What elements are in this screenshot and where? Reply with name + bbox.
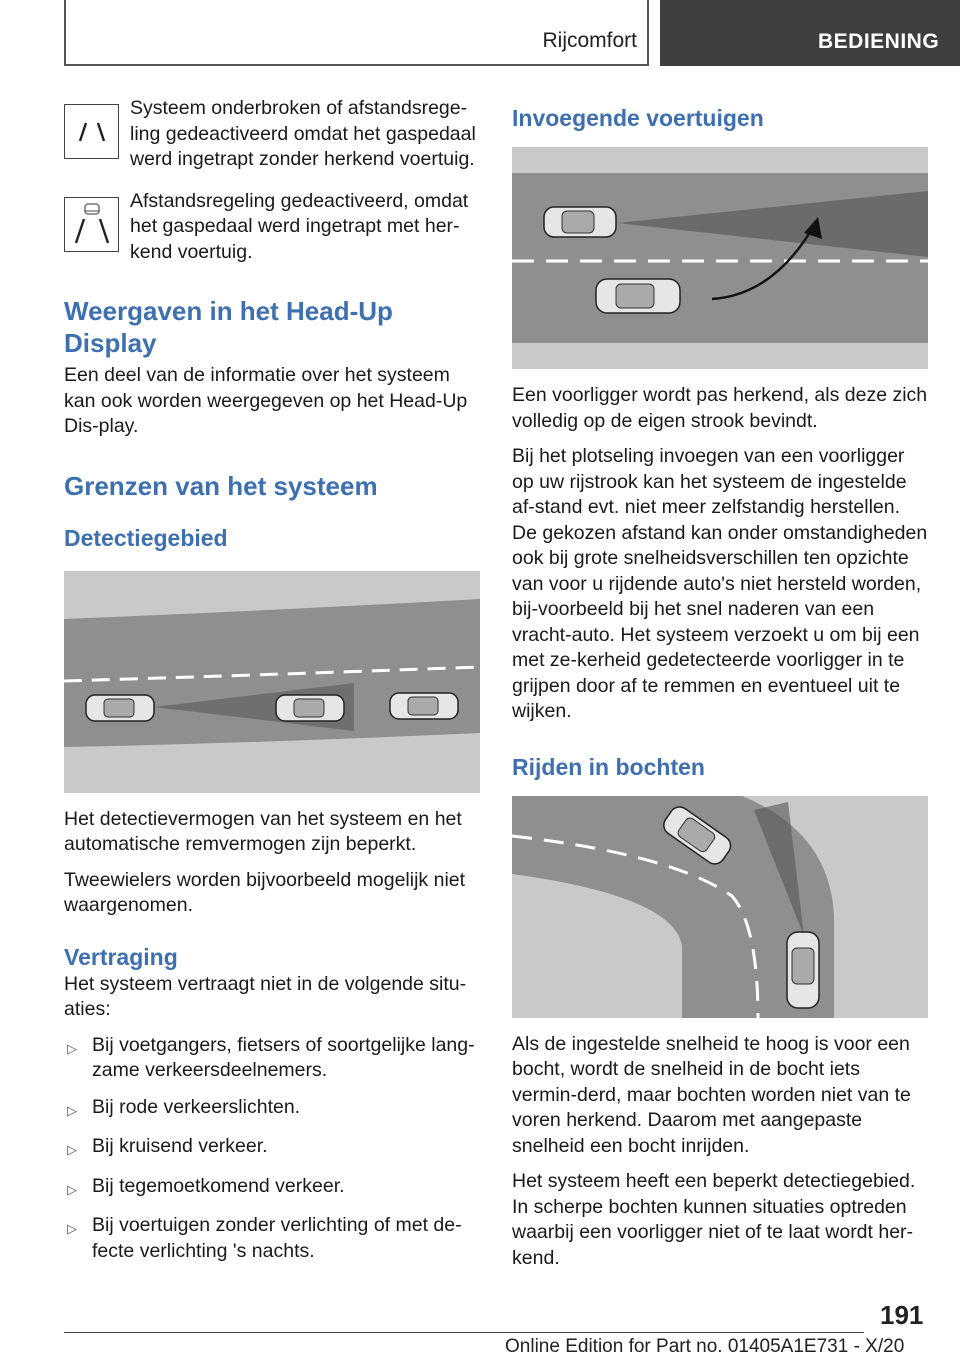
footer-rule <box>64 1332 864 1333</box>
right-column <box>512 96 928 1281</box>
indicator-text-deactivated: Afstandsregeling gedeactiveerd, omdat het gaspedaal werd ingetrapt met her-kend voertuig. <box>130 189 469 263</box>
header-section-title: Rijcomfort <box>542 29 637 52</box>
list-item: ▷ Bij voetgangers, fietsers of soortgelijke lang-zame verkeersdeelnemers. <box>64 1033 480 1084</box>
paragraph-deceleration: Het systeem vertraagt niet in de volgende situ-aties: <box>64 972 467 1020</box>
list-item: ▷ Bij kruisend verkeer. <box>64 1134 480 1163</box>
indicator-text-interrupted: Systeem onderbroken of afstandsrege-ling gedeactiveerd omdat het gaspedaal werd ingetrapt zonder herkend voertuig. <box>130 97 476 170</box>
heading-system-limits: Grenzen van het systeem <box>64 470 378 501</box>
header-chapter-label: BEDIENING <box>818 30 940 53</box>
detection-area-illustration <box>64 571 480 793</box>
lane-lines-icon <box>64 104 119 159</box>
header-chapter-tab <box>660 0 960 66</box>
heading-merging-vehicles: Invoegende voertuigen <box>512 105 764 131</box>
car-lane-lines-icon <box>64 197 119 252</box>
paragraph-detect-2: Tweewielers worden bijvoorbeeld mogelijk niet waargenomen. <box>64 868 466 916</box>
curve-driving-illustration <box>512 796 928 1018</box>
deceleration-bullet-list <box>64 1033 480 1265</box>
heading-curves: Rijden in bochten <box>512 753 705 780</box>
heading-detection-area: Detectiegebied <box>64 524 228 551</box>
triangle-bullet-icon: ▷ <box>67 1181 77 1197</box>
page-number: 191 <box>880 1300 924 1330</box>
car-own <box>544 207 616 237</box>
car-ahead-1 <box>276 695 344 721</box>
paragraph-curves-2: Het systeem heeft een beperkt detectiegebied. In scherpe bochten kunnen situaties optreden waarbij een voorligger niet of te laat wordt her-kend. <box>512 1170 916 1269</box>
indicator-row-interrupted <box>64 96 480 173</box>
car-own <box>86 695 154 721</box>
footer-edition-text: Online Edition for Part no. 01405A1E731 - X/20 <box>505 1336 905 1357</box>
list-item: ▷ Bij voertuigen zonder verlichting of met de-fecte verlichting 's nachts. <box>64 1213 480 1264</box>
triangle-bullet-icon: ▷ <box>67 1102 77 1118</box>
car-own <box>787 932 819 1008</box>
left-column <box>64 96 480 1275</box>
paragraph-merge-1: Een voorligger wordt pas herkend, als deze zich volledig op de eigen strook bevindt. <box>512 384 928 432</box>
car-merging <box>596 279 680 313</box>
paragraph-merge-2: Bij het plotseling invoegen van een voorligger op uw rijstrook kan het systeem de ingestelde af-stand evt. niet meer zelfstandig herstellen. De gekozen afstand kan onder omstandigheden ook bij grote snelheidsverschillen ten opzichte van voor u rijdende auto's niet hersteld worden, bij-voorbeeld bij het snel naderen van een vracht-auto. Het systeem verzoekt u om bij een met ze-kerheid gedetecteerde voorligger in te grijpen door af te remmen en eventueel uit te wijken. <box>512 445 928 722</box>
list-item: ▷ Bij tegemoetkomend verkeer. <box>64 1174 480 1203</box>
paragraph-hud: Een deel van de informatie over het systeem kan ook worden weergegeven op het Head-Up Dis-play. <box>64 364 468 437</box>
paragraph-curves-1: Als de ingestelde snelheid te hoog is voor een bocht, wordt de snelheid in de bocht iets vermin-derd, maar bochten worden niet van te voren herkend. Daarom met aangepaste snelheid een bocht inrijden. <box>512 1032 911 1157</box>
indicator-row-deactivated <box>64 189 480 266</box>
merging-vehicle-illustration <box>512 147 928 369</box>
heading-hud: Weergaven in het Head-Up Display <box>64 296 393 358</box>
car-ahead-2 <box>390 693 458 719</box>
list-item: ▷ Bij rode verkeerslichten. <box>64 1095 480 1124</box>
triangle-bullet-icon: ▷ <box>67 1040 77 1056</box>
heading-deceleration: Vertraging <box>64 943 178 970</box>
paragraph-detect-1: Het detectievermogen van het systeem en het automatische remvermogen zijn beperkt. <box>64 807 462 855</box>
triangle-bullet-icon: ▷ <box>67 1221 77 1236</box>
triangle-bullet-icon: ▷ <box>67 1142 77 1157</box>
